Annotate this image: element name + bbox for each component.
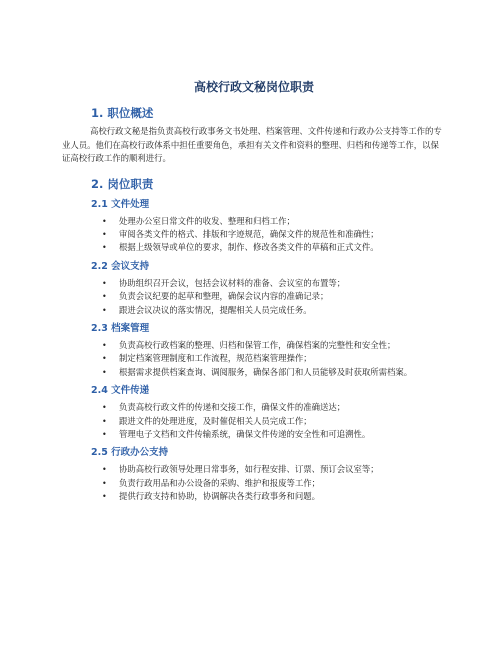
duty-item-text: 提供行政支持和协助，协调解决各类行政事务和问题。 <box>119 491 320 502</box>
bullet-icon: • <box>102 216 107 226</box>
duty-item <box>62 428 446 441</box>
duty-item-text: 根据需求提供档案查询、调阅服务，确保各部门和人员能够及时获取所需档案。 <box>119 366 413 377</box>
duty-item-list <box>62 215 446 255</box>
duty-item <box>62 215 446 228</box>
duty-item <box>62 366 446 379</box>
duty-section <box>62 198 446 255</box>
bullet-icon: • <box>102 492 107 502</box>
bullet-icon: • <box>102 416 107 426</box>
duty-item <box>62 304 446 317</box>
duty-item-text: 处理办公室日常文件的收发、整理和归档工作； <box>119 215 295 226</box>
bullet-icon: • <box>102 478 107 488</box>
bullet-icon: • <box>102 305 107 315</box>
bullet-icon: • <box>102 243 107 253</box>
duty-item <box>62 401 446 414</box>
bullet-icon: • <box>102 429 107 439</box>
duty-item <box>62 228 446 241</box>
duty-item-list <box>62 277 446 317</box>
bullet-icon: • <box>102 278 107 288</box>
bullet-icon: • <box>102 367 107 377</box>
duty-item-text: 负责高校行政文件的传递和交接工作，确保文件的准确送达； <box>119 402 346 413</box>
overview-paragraph: 高校行政文秘是指负责高校行政事务文书处理、档案管理、文件传递和行政办公支持等工作的专业人员。他们在高校行政体系中担任重要角色，承担有关文件和资料的整理、归档和传递等工作，以保证高校行政工作的顺利进行。 <box>62 126 442 163</box>
document-title: 高校行政文秘岗位职责 <box>193 80 314 94</box>
duty-section-heading: 2.2 会议支持 <box>91 260 150 272</box>
duty-item-text: 审阅各类文件的格式、排版和字迹规范，确保文件的规范性和准确性； <box>119 228 379 239</box>
duty-section <box>62 384 446 441</box>
duty-section-heading: 2.5 行政办公支持 <box>91 447 169 459</box>
duty-item-text: 负责行政用品和办公设备的采购、维护和报废等工作； <box>119 477 320 488</box>
bullet-icon: • <box>102 354 107 364</box>
duty-item-list <box>62 339 446 379</box>
duty-item <box>62 477 446 490</box>
duty-section <box>62 322 446 379</box>
duty-section-heading: 2.3 档案管理 <box>91 322 150 334</box>
duty-item <box>62 415 446 428</box>
duty-section-heading: 2.1 文件处理 <box>91 198 150 210</box>
duty-item-text: 跟进文件的处理进度，及时催促相关人员完成工作； <box>119 415 312 426</box>
bullet-icon: • <box>102 403 107 413</box>
bullet-icon: • <box>102 465 107 475</box>
duties-sections <box>62 198 446 504</box>
duty-item-text: 负责会议纪要的起草和整理，确保会议内容的准确记录； <box>119 291 329 302</box>
bullet-icon: • <box>102 292 107 302</box>
duty-section-heading: 2.4 文件传递 <box>91 385 150 397</box>
duty-item-text: 负责高校行政档案的整理、归档和保管工作，确保档案的完整性和安全性； <box>119 339 396 350</box>
duty-item <box>62 352 446 365</box>
duties-heading: 2. 岗位职责 <box>91 176 154 191</box>
duty-item-list <box>62 463 446 503</box>
bullet-icon: • <box>102 229 107 239</box>
duty-item-text: 管理电子文档和文件传输系统，确保文件传递的安全性和可追溯性。 <box>119 428 371 439</box>
duty-item-text: 根据上级领导或单位的要求，制作、修改各类文件的草稿和正式文件。 <box>119 242 379 253</box>
duty-item <box>62 463 446 476</box>
duty-item <box>62 277 446 290</box>
duty-item <box>62 490 446 503</box>
duty-item-list <box>62 401 446 441</box>
duty-item <box>62 339 446 352</box>
bullet-icon: • <box>102 340 107 350</box>
duty-item-text: 协助高校行政领导处理日常事务，如行程安排、订票、预订会议室等； <box>119 464 379 475</box>
duty-item <box>62 241 446 254</box>
duty-item <box>62 290 446 303</box>
duty-section <box>62 446 446 503</box>
overview-heading: 1. 职位概述 <box>91 106 154 120</box>
duty-item-text: 制定档案管理制度和工作流程，规范档案管理操作； <box>119 353 312 364</box>
duty-item-text: 跟进会议决议的落实情况，提醒相关人员完成任务。 <box>119 304 312 315</box>
duty-item-text: 协助组织召开会议，包括会议材料的准备、会议室的布置等； <box>119 277 346 288</box>
duty-section <box>62 260 446 317</box>
